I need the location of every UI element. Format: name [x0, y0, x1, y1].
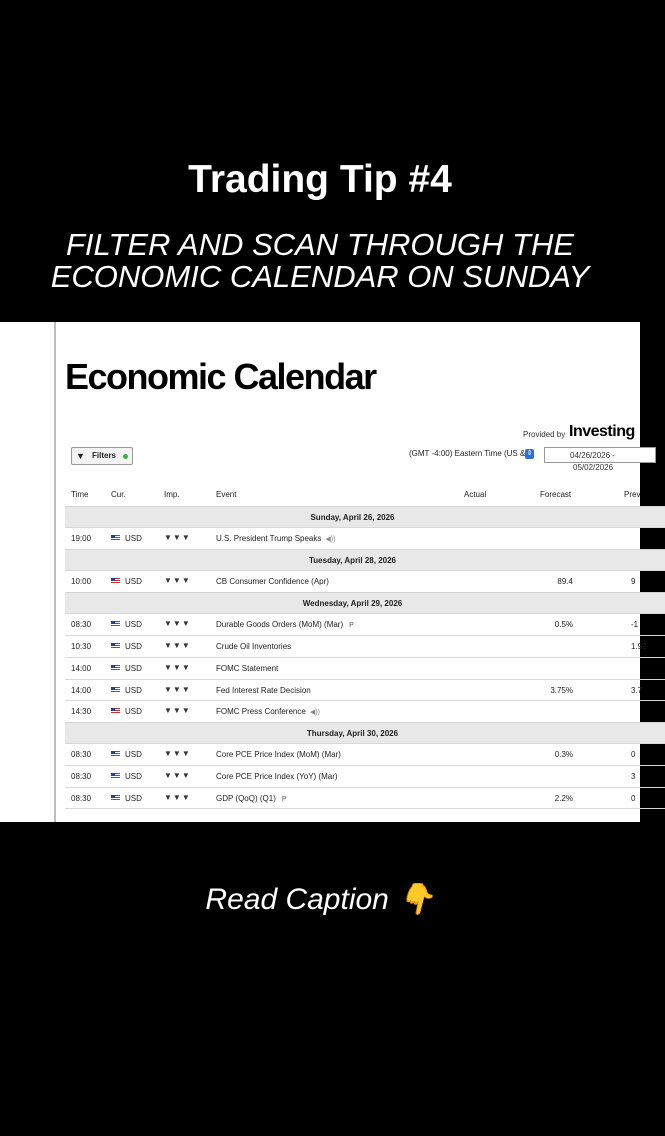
us-flag-icon: [111, 708, 120, 714]
table-row[interactable]: [65, 679, 665, 701]
importance-bulls-icon: ▼▼▼: [164, 706, 191, 715]
col-currency: Cur.: [111, 490, 126, 499]
importance-bulls-icon: ▼▼▼: [164, 576, 191, 585]
filters-button[interactable]: [71, 447, 133, 465]
event-time: 10:00: [71, 577, 92, 586]
table-row[interactable]: [65, 527, 665, 549]
us-flag-icon: [111, 643, 120, 649]
us-flag-icon: [111, 621, 120, 627]
video-subtitle: [0, 229, 640, 293]
us-flag-icon: [111, 687, 120, 693]
calendar-screenshot: [0, 322, 647, 822]
provided-by-label: Provided by: [523, 430, 566, 439]
preliminary-mark: P: [281, 796, 287, 803]
event-previous: 9: [631, 577, 636, 586]
event-name: U.S. President Trump Speaks ◀)): [216, 534, 336, 543]
timezone-select[interactable]: (GMT -4:00) Eastern Time (US &: [409, 449, 526, 458]
event-time: 08:30: [71, 794, 92, 803]
event-previous: -1: [631, 620, 639, 629]
date-to: 05/02/2026: [573, 463, 614, 472]
event-currency: USD: [125, 707, 142, 716]
event-time: 10:30: [71, 642, 92, 651]
table-row[interactable]: [65, 700, 665, 722]
importance-bulls-icon: ▼▼▼: [164, 533, 191, 542]
event-time: 14:00: [71, 686, 92, 695]
table-row[interactable]: [65, 635, 665, 657]
preliminary-mark: P: [349, 622, 354, 629]
event-name: GDP (QoQ) (Q1) P: [216, 794, 287, 803]
event-name: FOMC Press Conference ◀)): [216, 707, 320, 716]
table-row[interactable]: [65, 570, 665, 592]
table-row[interactable]: [65, 787, 665, 809]
col-forecast: Forecast: [540, 490, 572, 499]
event-time: 19:00: [71, 534, 92, 543]
event-name: Core PCE Price Index (MoM) (Mar): [216, 750, 341, 759]
col-event: Event: [216, 490, 237, 499]
event-name: Durable Goods Orders (MoM) (Mar) P: [216, 620, 354, 629]
event-forecast: 0.5%: [554, 620, 573, 629]
event-currency: USD: [125, 664, 142, 673]
investing-logo[interactable]: Investing: [569, 423, 635, 440]
caption-prompt: [0, 882, 640, 917]
day-header: [65, 506, 665, 528]
event-time: 14:00: [71, 664, 92, 673]
importance-bulls-icon: ▼▼▼: [164, 685, 191, 694]
day-label: Wednesday, April 29, 2026: [302, 599, 403, 608]
event-time: 08:30: [71, 750, 92, 759]
event-name: Crude Oil Inventories: [216, 642, 292, 651]
event-time: 08:30: [71, 772, 92, 781]
importance-bulls-icon: ▼▼▼: [164, 619, 191, 628]
pointing-down-icon: 👇: [397, 883, 435, 916]
event-forecast: 0.3%: [554, 750, 573, 759]
event-currency: USD: [125, 642, 142, 651]
subtitle-line-2: ECONOMIC CALENDAR ON SUNDAY: [50, 259, 590, 294]
event-previous: 0: [631, 750, 636, 759]
event-previous: 1.92: [631, 642, 647, 651]
event-previous: 0: [631, 794, 636, 803]
filter-funnel-icon: ▼: [76, 451, 85, 461]
importance-bulls-icon: ▼▼▼: [164, 663, 191, 672]
event-time: 08:30: [71, 620, 92, 629]
table-header: [65, 486, 665, 506]
subtitle-line-1: FILTER AND SCAN THROUGH THE: [65, 227, 575, 262]
speech-icon: ◀)): [309, 709, 320, 716]
day-header: [65, 549, 665, 571]
timezone-dropdown-icon[interactable]: ⇕: [526, 450, 533, 457]
event-previous: 3: [631, 772, 636, 781]
event-currency: USD: [125, 534, 142, 543]
page-title: Economic Calendar: [65, 356, 376, 397]
date-range-input[interactable]: [544, 447, 656, 463]
table-bottom-border: [65, 808, 665, 809]
importance-bulls-icon: ▼▼▼: [164, 749, 191, 758]
event-currency: USD: [125, 577, 142, 586]
event-time: 14:30: [71, 707, 92, 716]
event-forecast: 2.2%: [554, 794, 573, 803]
table-row[interactable]: [65, 743, 665, 765]
us-flag-icon: [111, 578, 120, 584]
date-from: 04/26/2026 -: [570, 451, 615, 460]
event-name: CB Consumer Confidence (Apr): [216, 577, 329, 586]
event-currency: USD: [125, 772, 142, 781]
table-row[interactable]: [65, 765, 665, 787]
importance-bulls-icon: ▼▼▼: [164, 771, 191, 780]
event-name: Core PCE Price Index (YoY) (Mar): [216, 772, 338, 781]
filters-label: Filters: [92, 451, 117, 460]
event-forecast: 89.4: [557, 577, 573, 586]
day-header: [65, 592, 665, 614]
importance-bulls-icon: ▼▼▼: [164, 793, 191, 802]
col-importance: Imp.: [164, 490, 180, 499]
us-flag-icon: [111, 795, 120, 801]
event-forecast: 3.75%: [550, 686, 573, 695]
event-currency: USD: [125, 620, 142, 629]
col-actual: Actual: [464, 490, 487, 499]
table-row[interactable]: [65, 613, 665, 635]
col-time: Time: [71, 490, 89, 499]
event-name: FOMC Statement: [216, 664, 279, 673]
us-flag-icon: [111, 665, 120, 671]
page-divider: [54, 322, 56, 822]
us-flag-icon: [111, 751, 120, 757]
day-header: [65, 722, 665, 744]
table-row[interactable]: [65, 657, 665, 679]
day-label: Thursday, April 30, 2026: [306, 729, 399, 738]
day-label: Sunday, April 26, 2026: [310, 513, 395, 522]
caption-text: Read Caption: [205, 883, 389, 916]
filters-active-dot: [123, 454, 128, 459]
day-label: Tuesday, April 28, 2026: [308, 556, 396, 565]
event-name: Fed Interest Rate Decision: [216, 686, 311, 695]
col-previous: Prev: [624, 490, 641, 499]
us-flag-icon: [111, 535, 120, 541]
event-currency: USD: [125, 750, 142, 759]
importance-bulls-icon: ▼▼▼: [164, 641, 191, 650]
speech-icon: ◀)): [325, 536, 336, 543]
event-currency: USD: [125, 686, 142, 695]
event-previous: 3.7: [631, 686, 643, 695]
us-flag-icon: [111, 773, 120, 779]
video-title: Trading Tip #4: [188, 158, 452, 201]
event-currency: USD: [125, 794, 142, 803]
